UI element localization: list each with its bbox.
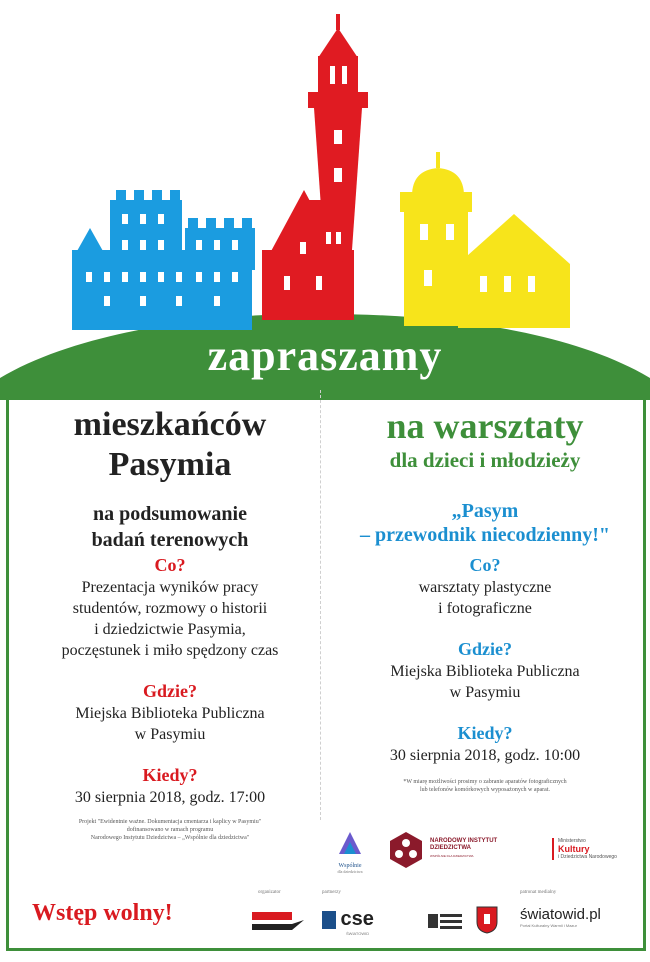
partners-label: partnerzy [322,890,341,895]
what-line: warsztaty plastyczne [418,579,552,596]
what-line: Prezentacja wyników pracy [81,579,259,596]
partner-logo [428,910,462,937]
camera-note-line: *W miarę możliwości prosimy o zabranie aparatów fotograficznych [403,779,567,785]
project-note-line: Narodowego Instytutu Dziedzictwa – „Wspólnie dla dziedzictwa" [90,835,250,841]
where-line: Miejska Biblioteka Publiczna [390,663,580,680]
free-entry-text: Wstęp wolny! [32,900,173,926]
where-heading: Gdzie? [143,681,197,701]
workshop-motto-line-1: „Pasym [451,500,519,522]
audience-line-1: mieszkańców [73,406,267,443]
nid-emblem-icon [386,830,426,870]
blue-castle [72,190,255,330]
organizer-logo-icon [250,908,306,932]
ministry-culture-logo: Ministerstwo Kultury i Dziedzictwa Narodowego [552,838,638,860]
camera-note-line: lub telefonów komórkowych wyposażonych w aparat. [420,787,550,793]
where-heading: Gdzie? [458,639,512,659]
when-text: 30 sierpnia 2018, godz. 10:00 [389,747,581,764]
wspolnie-icon [335,828,365,858]
event-line-2: badań terenowych [91,529,249,551]
where-line: w Pasymiu [134,726,206,743]
wspolnie-dla-dziedzictwa-logo: Wspólnie dla dziedzictwa [325,828,375,874]
when-heading: Kiedy? [457,723,513,743]
column-divider [320,390,321,820]
where-line: Miejska Biblioteka Publiczna [75,705,265,722]
event-line-1: na podsumowanie [93,503,247,525]
when-heading: Kiedy? [142,765,198,785]
organizer-logo [250,908,306,937]
swiatowid-logo: światowid.pl Portal Kulturalny Warmii i Mazur [520,906,601,928]
what-line: i fotograficzne [438,600,532,617]
workshops-title: na warsztaty [386,406,584,446]
red-tower [262,14,368,320]
where-line: w Pasymiu [449,684,521,701]
when-text: 30 sierpnia 2018, godz. 17:00 [74,789,266,806]
workshop-motto-line-2: – przewodnik niecodzienny!" [360,524,610,546]
coat-of-arms-icon [476,906,498,934]
workshops-subtitle: dla dzieci i młodzieży [389,448,581,472]
project-note-line: dofinansowano w ramach programu [126,827,214,833]
what-line: poczęstunek i miło spędzony czas [61,642,279,659]
what-line: i dziedzictwie Pasymia, [94,621,246,638]
cse-icon [322,911,336,929]
left-column [20,405,320,842]
organizer-label: organizator [258,890,281,895]
partner-logo-icon [428,910,462,932]
banner-title: zapraszamy [207,331,443,380]
nid-logo: NARODOWY INSTYTUT DZIEDZICTWA WSPÓLNIE DLA DZIEDZICTWA [386,830,546,872]
media-patron-label: patronat medialny [520,890,557,895]
cse-swiatowid-logo: cse ŚWIATOWID [322,908,412,936]
what-heading: Co? [154,555,186,575]
right-column [330,405,640,794]
project-note-line: Projekt "Ewidentnie ważne. Dokumentacja cmentarza i kaplicy w Pasymiu" [78,819,262,825]
what-heading: Co? [469,555,501,575]
what-line: studentów, rozmowy o historii [72,600,268,617]
audience-line-2: Pasymia [108,446,232,483]
pasym-coat-of-arms [476,906,498,939]
